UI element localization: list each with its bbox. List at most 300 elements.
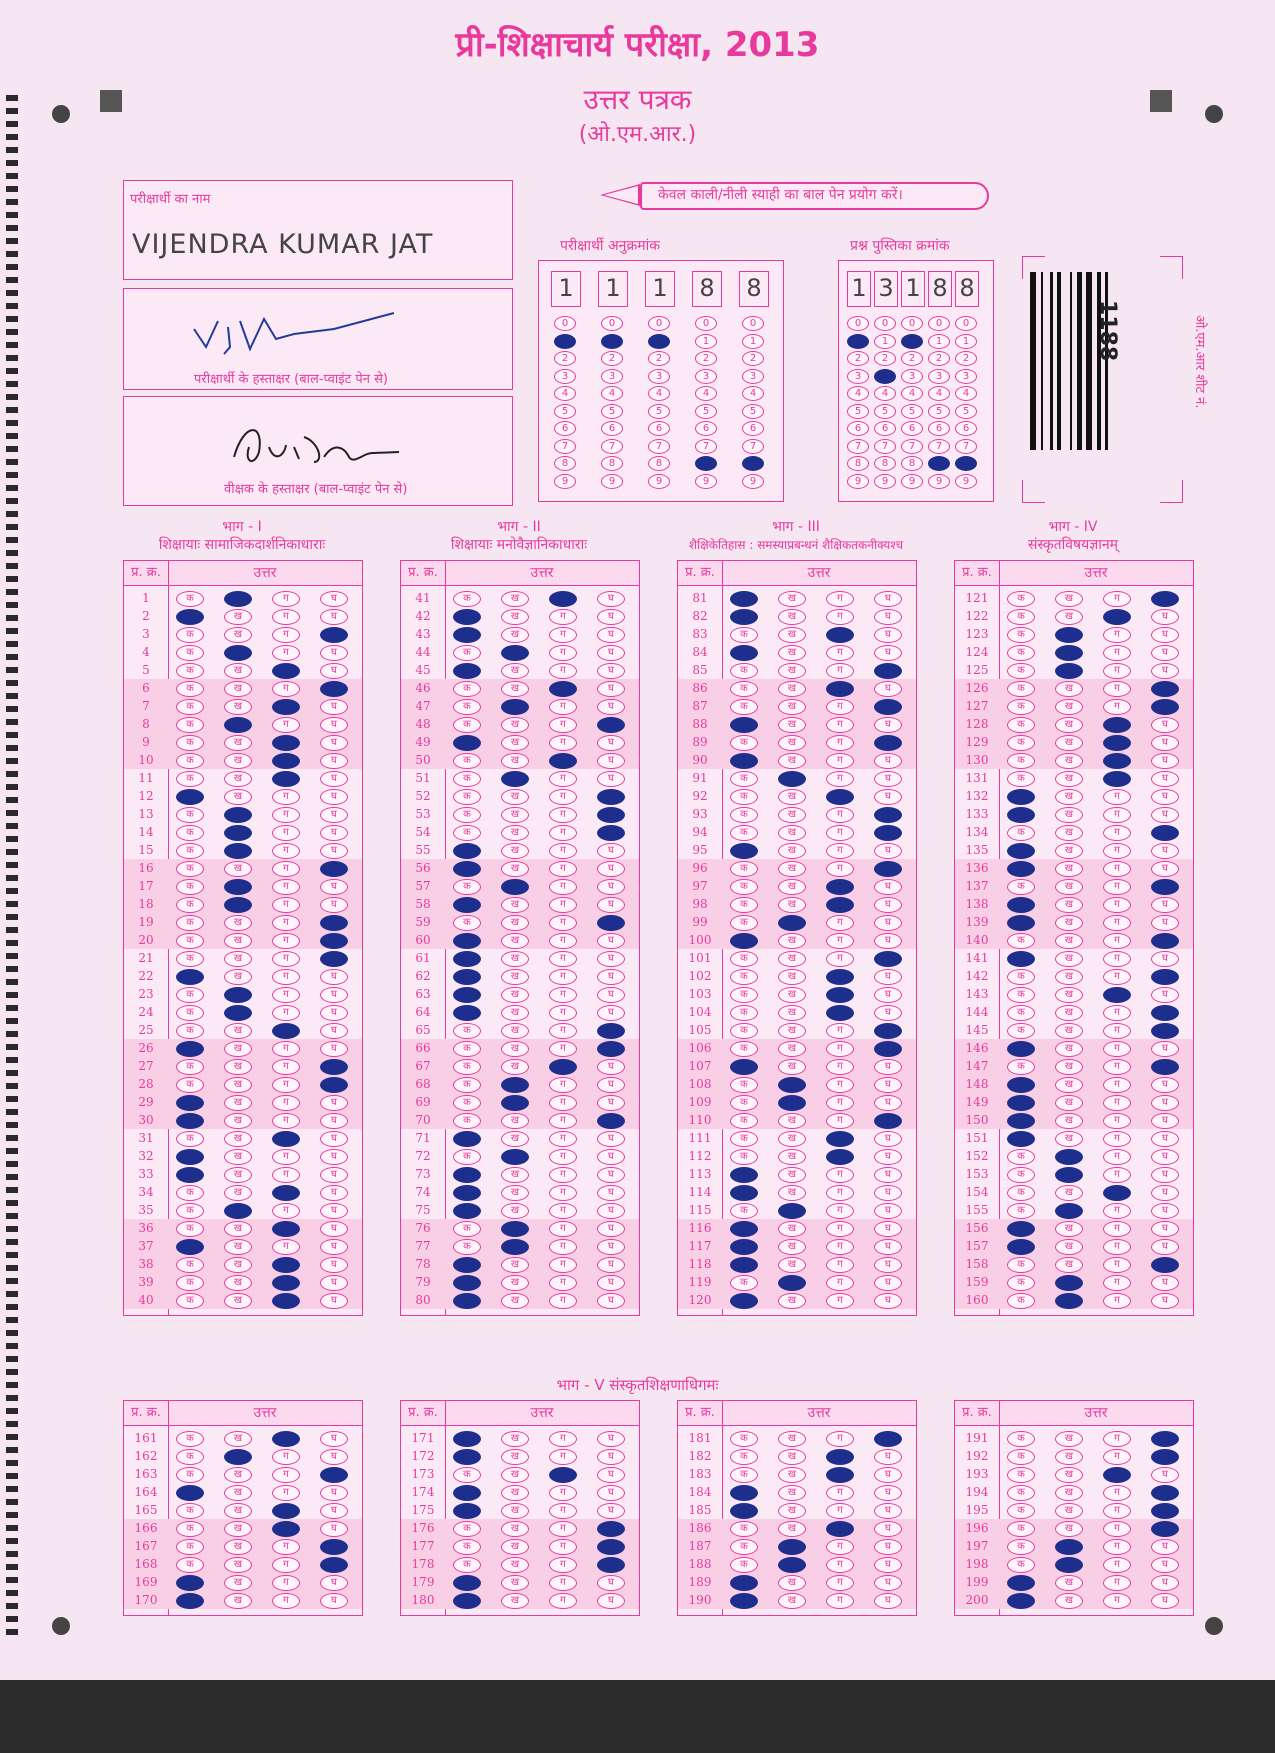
digit-bubble[interactable]: 4 [901,386,923,401]
answer-bubble[interactable]: क [453,879,481,895]
digit-bubble[interactable]: 3 [955,369,977,384]
answer-bubble[interactable]: क [730,1203,758,1219]
answer-bubble[interactable]: ग [826,1041,854,1057]
digit-bubble[interactable]: 5 [554,404,576,419]
answer-bubble[interactable]: घ [1151,771,1179,787]
answer-bubble[interactable]: ग [549,789,577,805]
answer-bubble[interactable]: क [730,753,758,769]
answer-bubble[interactable]: घ [597,591,625,607]
answer-bubble[interactable]: क [453,951,481,967]
answer-bubble[interactable]: ग [1103,825,1131,841]
answer-bubble[interactable]: ग [272,699,300,715]
answer-bubble[interactable]: ख [778,897,806,913]
answer-bubble[interactable]: ग [826,1077,854,1093]
answer-bubble[interactable]: ख [1055,1059,1083,1075]
answer-bubble[interactable]: ख [778,735,806,751]
answer-bubble[interactable]: ख [224,1077,252,1093]
answer-bubble[interactable]: घ [320,807,348,823]
answer-bubble[interactable]: ग [549,897,577,913]
answer-bubble[interactable]: ख [224,1275,252,1291]
answer-bubble[interactable]: ग [826,1221,854,1237]
answer-bubble[interactable]: घ [874,1575,902,1591]
answer-bubble[interactable]: ख [224,933,252,949]
digit-bubble[interactable]: 7 [601,439,623,454]
answer-bubble[interactable]: ख [778,879,806,895]
answer-bubble[interactable]: ग [1103,1503,1131,1519]
answer-bubble[interactable]: घ [320,1005,348,1021]
answer-bubble[interactable]: घ [320,1131,348,1147]
answer-bubble[interactable]: ख [224,1023,252,1039]
answer-bubble[interactable]: घ [874,1005,902,1021]
answer-bubble[interactable]: घ [1151,681,1179,697]
digit-bubble[interactable]: 1 [874,334,896,349]
answer-bubble[interactable]: ख [501,915,529,931]
answer-bubble[interactable]: ख [224,1449,252,1465]
answer-bubble[interactable]: ग [272,1503,300,1519]
answer-bubble[interactable]: ख [501,645,529,661]
answer-bubble[interactable]: घ [1151,1041,1179,1057]
digit-bubble[interactable]: 4 [742,386,764,401]
answer-bubble[interactable]: घ [320,1221,348,1237]
answer-bubble[interactable]: ख [224,1041,252,1057]
answer-bubble[interactable]: ख [1055,1467,1083,1483]
answer-bubble[interactable]: ग [826,1131,854,1147]
digit-bubble[interactable]: 8 [601,456,623,471]
answer-bubble[interactable]: ख [1055,771,1083,787]
answer-bubble[interactable]: ख [1055,1041,1083,1057]
answer-bubble[interactable]: ख [501,879,529,895]
answer-bubble[interactable]: क [730,1185,758,1201]
answer-bubble[interactable]: क [176,1023,204,1039]
answer-bubble[interactable]: घ [1151,1539,1179,1555]
answer-bubble[interactable]: ग [272,1077,300,1093]
answer-bubble[interactable]: क [176,1575,204,1591]
answer-bubble[interactable]: ग [549,1275,577,1291]
answer-bubble[interactable]: घ [597,1257,625,1273]
answer-bubble[interactable]: घ [874,1449,902,1465]
digit-bubble[interactable]: 7 [955,439,977,454]
answer-bubble[interactable]: घ [874,717,902,733]
digit-value[interactable]: 8 [746,274,762,302]
answer-bubble[interactable]: ख [778,1203,806,1219]
answer-bubble[interactable]: ख [224,771,252,787]
answer-bubble[interactable]: ग [826,1467,854,1483]
answer-bubble[interactable]: घ [320,897,348,913]
digit-bubble[interactable]: 0 [554,316,576,331]
answer-bubble[interactable]: ख [224,897,252,913]
answer-bubble[interactable]: क [730,1167,758,1183]
answer-bubble[interactable]: क [453,771,481,787]
answer-bubble[interactable]: ग [549,915,577,931]
answer-bubble[interactable]: ख [1055,825,1083,841]
answer-bubble[interactable]: ख [501,717,529,733]
digit-bubble[interactable]: 5 [901,404,923,419]
answer-bubble[interactable]: क [453,1431,481,1447]
answer-bubble[interactable]: ख [501,987,529,1003]
answer-bubble[interactable]: क [1007,591,1035,607]
answer-bubble[interactable]: ग [549,645,577,661]
answer-bubble[interactable]: ग [549,1239,577,1255]
answer-bubble[interactable]: क [730,1293,758,1309]
answer-bubble[interactable]: ख [501,1185,529,1201]
answer-bubble[interactable]: घ [1151,753,1179,769]
answer-bubble[interactable]: क [453,933,481,949]
answer-bubble[interactable]: ख [1055,1521,1083,1537]
digit-bubble[interactable]: 3 [648,369,670,384]
digit-bubble[interactable]: 4 [847,386,869,401]
answer-bubble[interactable]: ख [1055,591,1083,607]
answer-bubble[interactable]: ग [272,627,300,643]
answer-bubble[interactable]: क [730,1113,758,1129]
answer-bubble[interactable]: ख [1055,1167,1083,1183]
answer-bubble[interactable]: घ [874,699,902,715]
answer-bubble[interactable]: ख [224,1095,252,1111]
answer-bubble[interactable]: घ [1151,1275,1179,1291]
answer-bubble[interactable]: ग [272,1005,300,1021]
answer-bubble[interactable]: क [1007,699,1035,715]
answer-bubble[interactable]: घ [874,1095,902,1111]
answer-bubble[interactable]: ग [826,1503,854,1519]
answer-bubble[interactable]: ख [1055,1239,1083,1255]
answer-bubble[interactable]: घ [874,951,902,967]
answer-bubble[interactable]: क [453,1167,481,1183]
answer-bubble[interactable]: ग [826,1059,854,1075]
answer-bubble[interactable]: क [453,1257,481,1273]
answer-bubble[interactable]: क [1007,1239,1035,1255]
digit-bubble[interactable]: 3 [928,369,950,384]
answer-bubble[interactable]: ग [826,1485,854,1501]
answer-bubble[interactable]: ख [778,1503,806,1519]
answer-bubble[interactable]: घ [874,1539,902,1555]
digit-bubble[interactable]: 9 [601,474,623,489]
answer-bubble[interactable]: ख [501,969,529,985]
answer-bubble[interactable]: क [176,1539,204,1555]
answer-bubble[interactable]: ग [272,1293,300,1309]
answer-bubble[interactable]: क [453,807,481,823]
answer-bubble[interactable]: घ [874,1059,902,1075]
answer-bubble[interactable]: ख [778,1239,806,1255]
digit-bubble[interactable]: 7 [742,439,764,454]
answer-bubble[interactable]: ख [501,681,529,697]
answer-bubble[interactable]: ख [501,1113,529,1129]
answer-bubble[interactable]: घ [1151,591,1179,607]
answer-bubble[interactable]: क [176,753,204,769]
answer-bubble[interactable]: ग [1103,879,1131,895]
answer-bubble[interactable]: ख [501,1431,529,1447]
digit-bubble[interactable]: 4 [554,386,576,401]
answer-bubble[interactable]: ख [501,1023,529,1039]
answer-bubble[interactable]: घ [597,1449,625,1465]
answer-bubble[interactable]: क [176,1167,204,1183]
answer-bubble[interactable]: क [176,1275,204,1291]
digit-bubble[interactable]: 6 [742,421,764,436]
answer-bubble[interactable]: ग [549,969,577,985]
answer-bubble[interactable]: ख [224,1239,252,1255]
answer-bubble[interactable]: ग [272,1257,300,1273]
answer-bubble[interactable]: ग [1103,789,1131,805]
answer-bubble[interactable]: ख [224,1521,252,1537]
answer-bubble[interactable]: ख [501,1539,529,1555]
answer-bubble[interactable]: ग [1103,1221,1131,1237]
answer-bubble[interactable]: क [176,987,204,1003]
answer-bubble[interactable]: घ [320,1521,348,1537]
answer-bubble[interactable]: ख [1055,663,1083,679]
digit-bubble[interactable]: 8 [554,456,576,471]
answer-bubble[interactable]: ग [1103,861,1131,877]
answer-bubble[interactable]: ख [1055,609,1083,625]
answer-bubble[interactable]: क [453,1503,481,1519]
answer-bubble[interactable]: ग [549,1131,577,1147]
digit-bubble[interactable]: 8 [695,456,717,471]
answer-bubble[interactable]: ख [501,1005,529,1021]
answer-bubble[interactable]: क [176,627,204,643]
answer-bubble[interactable]: ख [501,771,529,787]
digit-bubble[interactable]: 5 [847,404,869,419]
answer-bubble[interactable]: क [176,1203,204,1219]
answer-bubble[interactable]: घ [874,1431,902,1447]
digit-bubble[interactable]: 3 [901,369,923,384]
answer-bubble[interactable]: ग [549,1077,577,1093]
digit-bubble[interactable]: 5 [955,404,977,419]
answer-bubble[interactable]: ग [826,807,854,823]
answer-bubble[interactable]: ग [826,969,854,985]
digit-bubble[interactable]: 9 [648,474,670,489]
answer-bubble[interactable]: ख [778,843,806,859]
answer-bubble[interactable]: घ [1151,1449,1179,1465]
answer-bubble[interactable]: क [1007,987,1035,1003]
answer-bubble[interactable]: क [1007,1221,1035,1237]
answer-bubble[interactable]: ग [826,1575,854,1591]
digit-bubble[interactable]: 1 [928,334,950,349]
answer-bubble[interactable]: क [1007,861,1035,877]
answer-bubble[interactable]: ग [272,951,300,967]
answer-bubble[interactable]: क [730,1575,758,1591]
answer-bubble[interactable]: घ [320,1257,348,1273]
answer-bubble[interactable]: ग [826,1593,854,1609]
answer-bubble[interactable]: घ [1151,1485,1179,1501]
answer-bubble[interactable]: ग [1103,843,1131,859]
answer-bubble[interactable]: घ [874,933,902,949]
answer-bubble[interactable]: ख [224,1485,252,1501]
answer-bubble[interactable]: क [176,1059,204,1075]
answer-bubble[interactable]: ख [1055,897,1083,913]
answer-bubble[interactable]: घ [320,933,348,949]
answer-bubble[interactable]: घ [320,645,348,661]
answer-bubble[interactable]: ख [501,1575,529,1591]
answer-bubble[interactable]: क [730,1005,758,1021]
answer-bubble[interactable]: ग [826,1095,854,1111]
answer-bubble[interactable]: ग [549,1467,577,1483]
answer-bubble[interactable]: ग [1103,1449,1131,1465]
answer-bubble[interactable]: क [176,1293,204,1309]
answer-bubble[interactable]: क [453,1059,481,1075]
answer-bubble[interactable]: घ [597,1149,625,1165]
answer-bubble[interactable]: क [176,969,204,985]
digit-bubble[interactable]: 0 [901,316,923,331]
answer-bubble[interactable]: ग [1103,1239,1131,1255]
answer-bubble[interactable]: घ [1151,1131,1179,1147]
answer-bubble[interactable]: ख [778,1185,806,1201]
answer-bubble[interactable]: घ [320,1467,348,1483]
answer-bubble[interactable]: ग [549,1449,577,1465]
answer-bubble[interactable]: क [453,1005,481,1021]
answer-bubble[interactable]: ख [778,1059,806,1075]
answer-bubble[interactable]: घ [597,807,625,823]
answer-bubble[interactable]: ग [1103,1185,1131,1201]
answer-bubble[interactable]: ख [224,645,252,661]
answer-bubble[interactable]: घ [874,1077,902,1093]
answer-bubble[interactable]: घ [320,879,348,895]
answer-bubble[interactable]: क [730,717,758,733]
answer-bubble[interactable]: घ [874,1185,902,1201]
answer-bubble[interactable]: ग [272,1203,300,1219]
answer-bubble[interactable]: घ [874,627,902,643]
answer-bubble[interactable]: घ [320,1203,348,1219]
answer-bubble[interactable]: ख [778,1167,806,1183]
answer-bubble[interactable]: क [730,861,758,877]
answer-bubble[interactable]: घ [1151,1467,1179,1483]
answer-bubble[interactable]: ख [778,1449,806,1465]
answer-bubble[interactable]: घ [320,1095,348,1111]
answer-bubble[interactable]: क [176,681,204,697]
answer-bubble[interactable]: घ [320,663,348,679]
answer-bubble[interactable]: ग [272,1275,300,1291]
answer-bubble[interactable]: क [1007,1095,1035,1111]
answer-bubble[interactable]: घ [320,969,348,985]
answer-bubble[interactable]: ग [1103,663,1131,679]
answer-bubble[interactable]: क [176,645,204,661]
digit-value[interactable]: 3 [878,274,894,302]
answer-bubble[interactable]: ख [778,1539,806,1555]
answer-bubble[interactable]: क [730,1503,758,1519]
answer-bubble[interactable]: क [1007,897,1035,913]
answer-bubble[interactable]: ख [224,753,252,769]
answer-bubble[interactable]: ग [826,609,854,625]
answer-bubble[interactable]: क [1007,681,1035,697]
answer-bubble[interactable]: क [1007,1149,1035,1165]
answer-bubble[interactable]: ख [501,1149,529,1165]
digit-bubble[interactable]: 5 [874,404,896,419]
answer-bubble[interactable]: ख [778,1293,806,1309]
answer-bubble[interactable]: घ [597,1593,625,1609]
answer-bubble[interactable]: क [176,825,204,841]
answer-bubble[interactable]: ख [224,627,252,643]
digit-bubble[interactable]: 0 [648,316,670,331]
answer-bubble[interactable]: क [730,663,758,679]
answer-bubble[interactable]: ख [501,699,529,715]
answer-bubble[interactable]: ग [1103,1005,1131,1021]
digit-bubble[interactable]: 4 [955,386,977,401]
answer-bubble[interactable]: क [1007,1131,1035,1147]
answer-bubble[interactable]: घ [874,663,902,679]
answer-bubble[interactable]: ख [224,1203,252,1219]
answer-bubble[interactable]: ख [224,1257,252,1273]
answer-bubble[interactable]: क [1007,717,1035,733]
answer-bubble[interactable]: ग [1103,1149,1131,1165]
answer-bubble[interactable]: ख [501,609,529,625]
answer-bubble[interactable]: घ [1151,969,1179,985]
answer-bubble[interactable]: ग [272,1521,300,1537]
answer-bubble[interactable]: घ [1151,627,1179,643]
answer-bubble[interactable]: घ [1151,879,1179,895]
digit-bubble[interactable]: 9 [874,474,896,489]
answer-bubble[interactable]: ग [549,1557,577,1573]
digit-value[interactable]: 1 [652,274,668,302]
answer-bubble[interactable]: घ [874,1239,902,1255]
answer-bubble[interactable]: ग [826,591,854,607]
answer-bubble[interactable]: ग [1103,1521,1131,1537]
answer-bubble[interactable]: ख [224,591,252,607]
answer-bubble[interactable]: ग [549,1023,577,1039]
digit-bubble[interactable]: 0 [928,316,950,331]
answer-bubble[interactable]: घ [597,879,625,895]
answer-bubble[interactable]: ग [272,1467,300,1483]
answer-bubble[interactable]: घ [1151,1221,1179,1237]
answer-bubble[interactable]: ख [224,1467,252,1483]
answer-bubble[interactable]: क [730,1593,758,1609]
answer-bubble[interactable]: ख [224,1005,252,1021]
answer-bubble[interactable]: क [453,897,481,913]
digit-bubble[interactable]: 6 [648,421,670,436]
answer-bubble[interactable]: ख [778,1593,806,1609]
answer-bubble[interactable]: क [176,663,204,679]
answer-bubble[interactable]: घ [1151,1203,1179,1219]
digit-bubble[interactable]: 2 [928,351,950,366]
answer-bubble[interactable]: क [453,843,481,859]
digit-bubble[interactable]: 0 [742,316,764,331]
answer-bubble[interactable]: घ [320,1113,348,1129]
answer-bubble[interactable]: घ [320,609,348,625]
answer-bubble[interactable]: ख [778,663,806,679]
answer-bubble[interactable]: ग [826,627,854,643]
answer-bubble[interactable]: ख [778,699,806,715]
answer-bubble[interactable]: क [1007,807,1035,823]
answer-bubble[interactable]: ख [224,1575,252,1591]
digit-bubble[interactable]: 3 [601,369,623,384]
answer-bubble[interactable]: ख [224,1059,252,1075]
digit-bubble[interactable]: 1 [955,334,977,349]
answer-bubble[interactable]: क [730,771,758,787]
answer-bubble[interactable]: ख [501,627,529,643]
answer-bubble[interactable]: क [730,1131,758,1147]
digit-bubble[interactable]: 9 [695,474,717,489]
answer-bubble[interactable]: ग [272,681,300,697]
answer-bubble[interactable]: घ [874,1149,902,1165]
answer-bubble[interactable]: घ [874,843,902,859]
digit-bubble[interactable]: 4 [648,386,670,401]
answer-bubble[interactable]: घ [597,1239,625,1255]
answer-bubble[interactable]: ख [501,1095,529,1111]
answer-bubble[interactable]: घ [320,753,348,769]
answer-bubble[interactable]: क [730,1059,758,1075]
digit-bubble[interactable]: 5 [601,404,623,419]
answer-bubble[interactable]: ग [1103,1113,1131,1129]
digit-value[interactable]: 1 [605,274,621,302]
answer-bubble[interactable]: ख [778,1113,806,1129]
answer-bubble[interactable]: घ [1151,1077,1179,1093]
answer-bubble[interactable]: ख [1055,915,1083,931]
answer-bubble[interactable]: क [730,609,758,625]
answer-bubble[interactable]: घ [1151,1239,1179,1255]
answer-bubble[interactable]: क [730,1041,758,1057]
answer-bubble[interactable]: ग [1103,987,1131,1003]
answer-bubble[interactable]: ख [501,951,529,967]
answer-bubble[interactable]: घ [597,987,625,1003]
answer-bubble[interactable]: घ [1151,825,1179,841]
answer-bubble[interactable]: ख [1055,1131,1083,1147]
answer-bubble[interactable]: ग [272,861,300,877]
digit-bubble[interactable]: 0 [847,316,869,331]
